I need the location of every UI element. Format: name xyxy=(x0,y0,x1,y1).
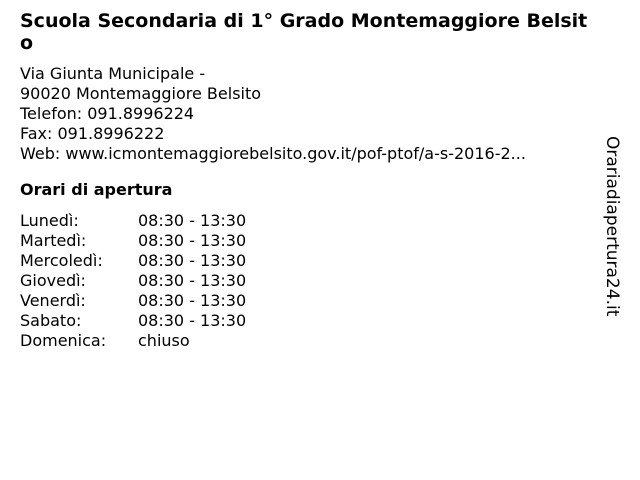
day-label: Venerdì: xyxy=(20,291,86,310)
hours-row-friday xyxy=(20,291,600,311)
time-range: 08:30 - 13:30 xyxy=(138,251,247,270)
day-label: Domenica: xyxy=(20,331,107,350)
time-range: 08:30 - 13:30 xyxy=(138,271,247,290)
time-range: chiuso xyxy=(138,331,190,350)
day-label: Giovedì: xyxy=(20,271,86,290)
opening-hours-title: Orari di apertura xyxy=(20,180,173,199)
time-range: 08:30 - 13:30 xyxy=(138,211,247,230)
page-title: Scuola Secondaria di 1° Grado Montemaggiore Belsito xyxy=(20,10,588,54)
hours-row-tuesday xyxy=(20,231,600,251)
hours-row-wednesday xyxy=(20,251,600,271)
address-block xyxy=(20,64,600,164)
phone-number: Telefon: 091.8996224 xyxy=(20,104,195,123)
school-info xyxy=(20,10,600,351)
hours-row-sunday xyxy=(20,331,600,351)
day-label: Sabato: xyxy=(20,311,82,330)
fax-number: Fax: 091.8996222 xyxy=(20,124,165,143)
address-street: Via Giunta Municipale - xyxy=(20,64,206,83)
time-range: 08:30 - 13:30 xyxy=(138,311,247,330)
address-city: 90020 Montemaggiore Belsito xyxy=(20,84,262,103)
time-range: 08:30 - 13:30 xyxy=(138,291,247,310)
hours-row-thursday xyxy=(20,271,600,291)
site-watermark: Orariadiapertura24.it xyxy=(602,136,622,317)
hours-row-saturday xyxy=(20,311,600,331)
opening-hours-list xyxy=(20,211,600,351)
website: Web: www.icmontemaggiorebelsito.gov.it/pof-ptof/a-s-2016-2... xyxy=(20,144,526,163)
hours-row-monday xyxy=(20,211,600,231)
day-label: Mercoledì: xyxy=(20,251,103,270)
time-range: 08:30 - 13:30 xyxy=(138,231,247,250)
day-label: Martedì: xyxy=(20,231,87,250)
day-label: Lunedì: xyxy=(20,211,79,230)
